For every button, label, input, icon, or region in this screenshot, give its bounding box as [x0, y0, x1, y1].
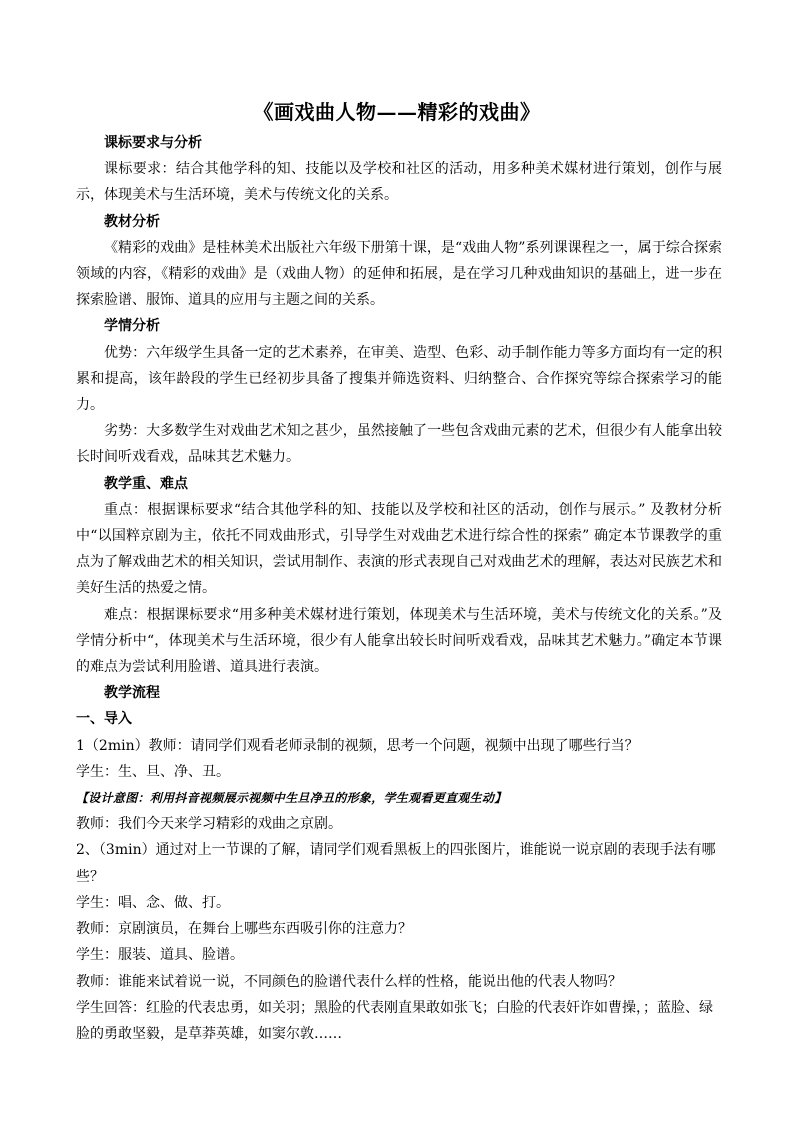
dialogue-line: 教师：谁能来试着说一说，不同颜色的脸谱代表什么样的性格，能说出他的代表人物吗？	[76, 973, 622, 990]
dialogue-line: 学生：唱、念、做、打。	[76, 894, 230, 911]
section-heading: 教材分析	[104, 213, 160, 230]
dialogue-line: 2、（3min）通过对上一节课的了解，请同学们观看黑板上的四张图片，谁能说一说京剧的表现手法有哪些？	[76, 842, 716, 885]
body-paragraph: 《精彩的戏曲》是桂林美术出版社六年级下册第十课，是“戏曲人物”系列课课程之一，属于综合探索领域的内容，《精彩的戏曲》是（戏曲人物）的延伸和拓展，是在学习几种戏曲知识的基础上，进一步在探索脸谱、服饰、道具的应用与主题之间的关系。	[76, 239, 722, 309]
body-paragraph: 劣势：大多数学生对戏曲艺术知之甚少，虽然接触了一些包含戏曲元素的艺术，但很少有人能拿出较长时间听戏看戏，品味其艺术魅力。	[76, 423, 722, 466]
document-title: 《画戏曲人物——精彩的戏曲》	[253, 100, 541, 124]
dialogue-line: 学生：生、旦、净、丑。	[76, 763, 230, 780]
dialogue-line: 1（2min）教师：请同学们观看老师录制的视频，思考一个问题，视频中出现了哪些行当？	[76, 737, 639, 754]
body-paragraph: 优势：六年级学生具备一定的艺术素养，在审美、造型、色彩、动手制作能力等多方面均有一定的积累和提高，该年龄段的学生已经初步具备了搜集并筛选资料、归纳整合、合作探究等综合探索学习的能力。	[76, 344, 722, 414]
section-heading: 学情分析	[104, 318, 160, 335]
dialogue-line: 教师：京剧演员，在舞台上哪些东西吸引你的注意力？	[76, 921, 412, 938]
design-note: 【设计意图：利用抖音视频展示视频中生旦净丑的形象，学生观看更直观生动】	[76, 791, 507, 806]
dialogue-line: 教师：我们今天来学习精彩的戏曲之京剧。	[76, 816, 342, 833]
body-paragraph: 重点：根据课标要求“结合其他学科的知、技能以及学校和社区的活动，创作与展示。” 及教材分析中“以国粹京剧为主，依托不同戏曲形式，引导学生对戏曲艺术进行综合性的探索” 确定本节课教学的重点为了解戏曲艺术的相关知识，尝试用制作、表演的形式表现自己对戏曲艺术的理解，表达对民族艺术和美好生活的热爱之情。	[76, 501, 722, 597]
section-heading: 教学重、难点	[104, 475, 188, 492]
body-paragraph: 难点：根据课标要求“用多种美术媒材进行策划，体现美术与生活环境，美术与传统文化的关系。”及学情分析中“，体现美术与生活环境，很少有人能拿出较长时间听戏看戏，品味其艺术魅力。”确定本节课的难点为尝试利用脸谱、道具进行表演。	[76, 606, 722, 676]
section-heading: 课标要求与分析	[104, 135, 202, 151]
dialogue-line: 学生：服装、道具、脸谱。	[76, 947, 244, 964]
dialogue-line: 学生回答：红脸的代表忠勇，如关羽；黑脸的代表刚直果敢如张飞；白脸的代表奸诈如曹操，；蓝脸、绿脸的勇敢坚毅，是草莽英雄，如窦尔敦……	[76, 999, 713, 1042]
section-title: 一、导入	[76, 711, 132, 728]
document-body	[76, 130, 722, 1047]
section-heading: 教学流程	[104, 685, 160, 702]
body-paragraph: 课标要求：结合其他学科的知、技能以及学校和社区的活动，用多种美术媒材进行策划，创作与展示，体现美术与生活环境，美术与传统文化的关系。	[76, 161, 722, 204]
